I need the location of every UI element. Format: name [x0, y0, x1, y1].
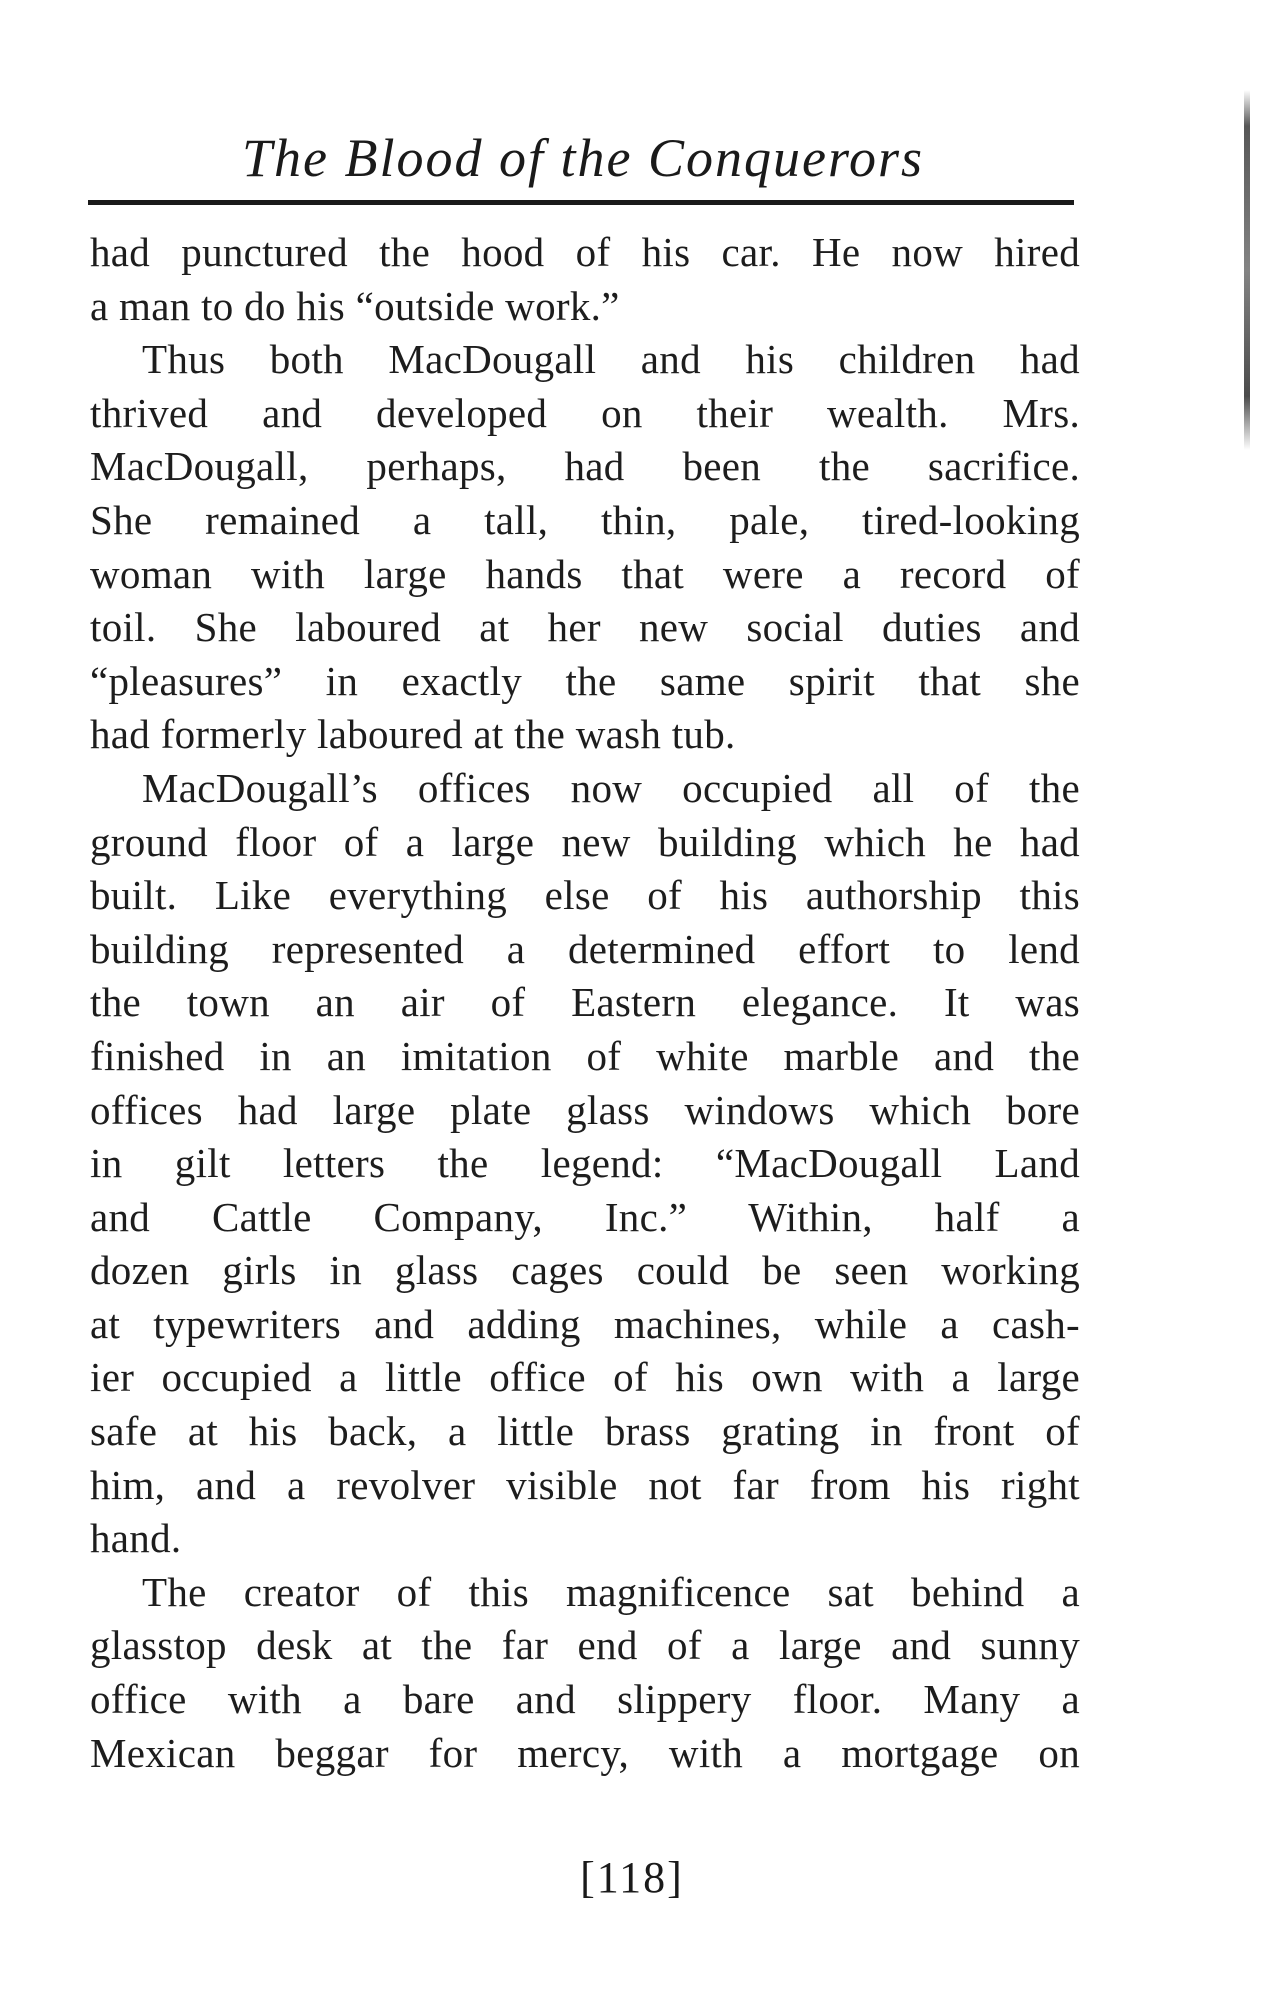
body-text — [90, 226, 1080, 1780]
text-line: had punctured the hood of his car. He now hired — [90, 229, 1080, 275]
text-line: thrived and developed on their wealth. Mrs. — [90, 389, 1080, 436]
text-line: offices had large plate glass windows which bore — [90, 1086, 1080, 1133]
text-line: glasstop desk at the far end of a large and sunny — [90, 1622, 1080, 1669]
page-number: [118] — [580, 1853, 684, 1902]
text-line: the town an air of Eastern elegance. It was — [90, 979, 1080, 1026]
text-line: building represented a determined effort to lend — [90, 925, 1080, 972]
text-line: Thus both MacDougall and his children had — [142, 336, 1080, 383]
text-line: built. Like everything else of his authorship this — [90, 872, 1080, 919]
text-line: hand. — [90, 1515, 182, 1562]
text-line: The creator of this magnificence sat behind a — [142, 1568, 1080, 1615]
text-line: She remained a tall, thin, pale, tired-looking — [90, 496, 1080, 543]
text-line: dozen girls in glass cages could be seen working — [90, 1247, 1080, 1294]
text-line: toil. She laboured at her new social duties and — [90, 604, 1080, 651]
page-edge-shadow — [1244, 90, 1250, 450]
text-line: safe at his back, a little brass grating in front of — [90, 1408, 1080, 1455]
text-line: “pleasures” in exactly the same spirit that she — [90, 657, 1080, 704]
text-line: a man to do his “outside work.” — [90, 282, 620, 329]
text-line: and Cattle Company, Inc.” Within, half a — [90, 1193, 1080, 1240]
text-line: had formerly laboured at the wash tub. — [90, 711, 736, 758]
text-line: office with a bare and slippery floor. Many a — [90, 1676, 1080, 1723]
running-title: The Blood of the Conquerors — [242, 128, 924, 188]
text-line: woman with large hands that were a record of — [90, 550, 1080, 597]
text-line: Mexican beggar for mercy, with a mortgage on — [90, 1729, 1080, 1776]
text-line: finished in an imitation of white marble and the — [90, 1032, 1080, 1079]
header-rule — [88, 200, 1074, 205]
text-line: him, and a revolver visible not far from his right — [90, 1461, 1080, 1508]
text-line: in gilt letters the legend: “MacDougall Land — [90, 1140, 1080, 1187]
text-line: ier occupied a little office of his own with a large — [90, 1354, 1080, 1401]
text-line: MacDougall’s offices now occupied all of the — [142, 764, 1080, 811]
text-line: MacDougall, perhaps, had been the sacrifice. — [90, 443, 1080, 490]
text-line: at typewriters and adding machines, while a cash- — [90, 1300, 1080, 1347]
text-line: ground floor of a large new building which he had — [90, 818, 1080, 865]
